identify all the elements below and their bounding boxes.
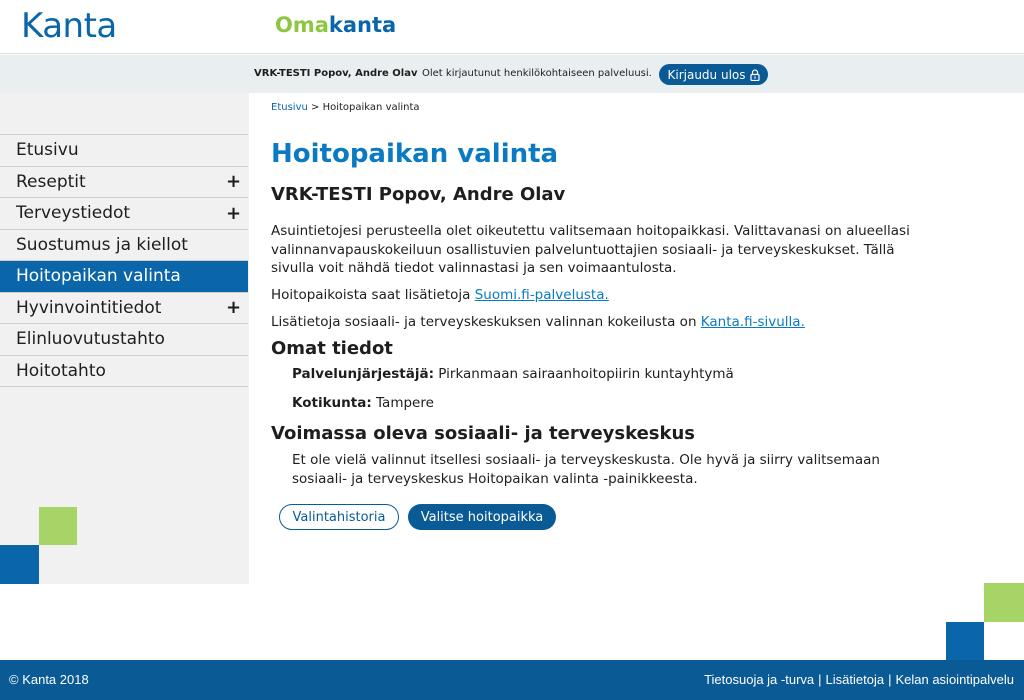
own-info-heading: Omat tiedot	[271, 338, 393, 359]
municipality-field	[292, 395, 434, 411]
page-title: Hoitopaikan valinta	[271, 139, 559, 169]
sidebar-item-suostumus[interactable]	[0, 230, 248, 262]
copyright-text: © Kanta 2018	[9, 672, 89, 687]
breadcrumb-current: Hoitopaikan valinta	[322, 102, 420, 113]
sidebar-nav	[0, 134, 248, 387]
logout-button[interactable]	[659, 64, 768, 85]
municipality-value: Tampere	[376, 395, 434, 411]
info-line-suomi	[271, 287, 609, 303]
sidebar-item-label: Terveystiedot	[16, 203, 131, 224]
plus-icon[interactable]: +	[226, 171, 242, 193]
sidebar-item-hoitopaikan-valinta[interactable]	[0, 261, 248, 293]
site-header	[0, 0, 1024, 54]
selection-history-button[interactable]: Valintahistoria	[279, 504, 399, 530]
sidebar-item-terveystiedot[interactable]	[0, 198, 248, 230]
provider-value: Pirkanmaan sairaanhoitopiirin kuntayhtymä	[438, 366, 734, 382]
kanta-logo[interactable]: Kanta	[21, 6, 117, 46]
info-line-kanta	[271, 314, 805, 330]
sidebar-item-label: Hoitopaikan valinta	[16, 266, 181, 287]
sidebar-item-hyvinvointitiedot[interactable]	[0, 293, 248, 325]
person-name: VRK-TESTI Popov, Andre Olav	[271, 184, 566, 205]
omakanta-logo-oma: Oma	[275, 13, 329, 37]
omakanta-logo[interactable]	[275, 13, 396, 37]
breadcrumb-home-link[interactable]: Etusivu	[271, 102, 308, 113]
omakanta-logo-kanta: kanta	[328, 13, 397, 37]
footer-links	[704, 672, 1014, 687]
sidebar-item-label: Suostumus ja kiellot	[16, 234, 188, 255]
sidebar-item-hoitotahto[interactable]	[0, 356, 248, 388]
sidebar-item-label: Hyvinvointitiedot	[16, 297, 162, 318]
sidebar-item-etusivu[interactable]	[0, 135, 248, 167]
no-selection-notice: Et ole vielä valinnut itsellesi sosiaali- ja terveyskeskusta. Ole hyvä ja siirry valitsemaan sosiaali- ja terveyskeskus Hoitopaikan valinta -painikkeesta.	[292, 452, 880, 487]
suomi-fi-link[interactable]: Suomi.fi-palvelusta.	[474, 287, 609, 303]
site-footer	[0, 660, 1024, 700]
decorative-square-green	[984, 583, 1024, 622]
logged-in-user-name: VRK-TESTI Popov, Andre Olav	[254, 68, 418, 79]
lock-icon	[750, 69, 760, 81]
plus-icon[interactable]: +	[226, 202, 242, 224]
sidebar-item-label: Etusivu	[16, 140, 79, 161]
kanta-fi-link[interactable]: Kanta.fi-sivulla.	[700, 314, 805, 330]
sidebar-item-label: Hoitotahto	[16, 360, 106, 381]
decorative-square-blue	[946, 622, 984, 660]
login-info-text: Olet kirjautunut henkilökohtaiseen palveluusi.	[422, 68, 652, 79]
municipality-label: Kotikunta:	[292, 395, 372, 411]
kela-service-link[interactable]: Kelan asiointipalvelu	[895, 672, 1014, 687]
sidebar-item-label: Elinluovutustahto	[16, 329, 165, 350]
breadcrumb-separator: >	[311, 102, 320, 113]
sidebar-item-reseptit[interactable]	[0, 167, 248, 199]
info-line-text: Lisätietoja sosiaali- ja terveyskeskuksen valinnan kokeilusta on	[271, 314, 701, 330]
provider-field	[292, 366, 734, 382]
choose-care-location-button[interactable]: Valitse hoitopaikka	[408, 504, 556, 530]
sidebar-item-elinluovutustahto[interactable]	[0, 324, 248, 356]
login-bar	[0, 55, 1024, 93]
current-center-heading: Voimassa oleva sosiaali- ja terveyskeskus	[271, 423, 696, 444]
logout-label: Kirjaudu ulos	[667, 67, 746, 82]
decorative-square-green	[39, 507, 77, 545]
footer-separator: |	[818, 672, 822, 687]
provider-label: Palvelunjärjestäjä:	[292, 366, 434, 382]
plus-icon[interactable]: +	[226, 297, 242, 319]
intro-text: Asuintietojesi perusteella olet oikeutettu valitsemaan hoitopaikkasi. Valittavanasi on alueellasi valinnanvapauskokeiluun osallistuvien palveluntuottajien sosiaali- ja terveyskeskukset. Tällä sivulla voit nähdä tiedot valinnastasi ja sen voimaantulosta.	[271, 223, 910, 276]
sidebar-item-label: Reseptit	[16, 171, 86, 192]
decorative-square-blue	[0, 545, 39, 584]
sidebar	[0, 93, 249, 584]
breadcrumb	[271, 102, 420, 113]
info-line-text: Hoitopaikoista saat lisätietoja	[271, 287, 475, 303]
footer-separator: |	[888, 672, 892, 687]
privacy-link[interactable]: Tietosuoja ja -turva	[704, 672, 815, 687]
more-info-link[interactable]: Lisätietoja	[825, 672, 885, 687]
